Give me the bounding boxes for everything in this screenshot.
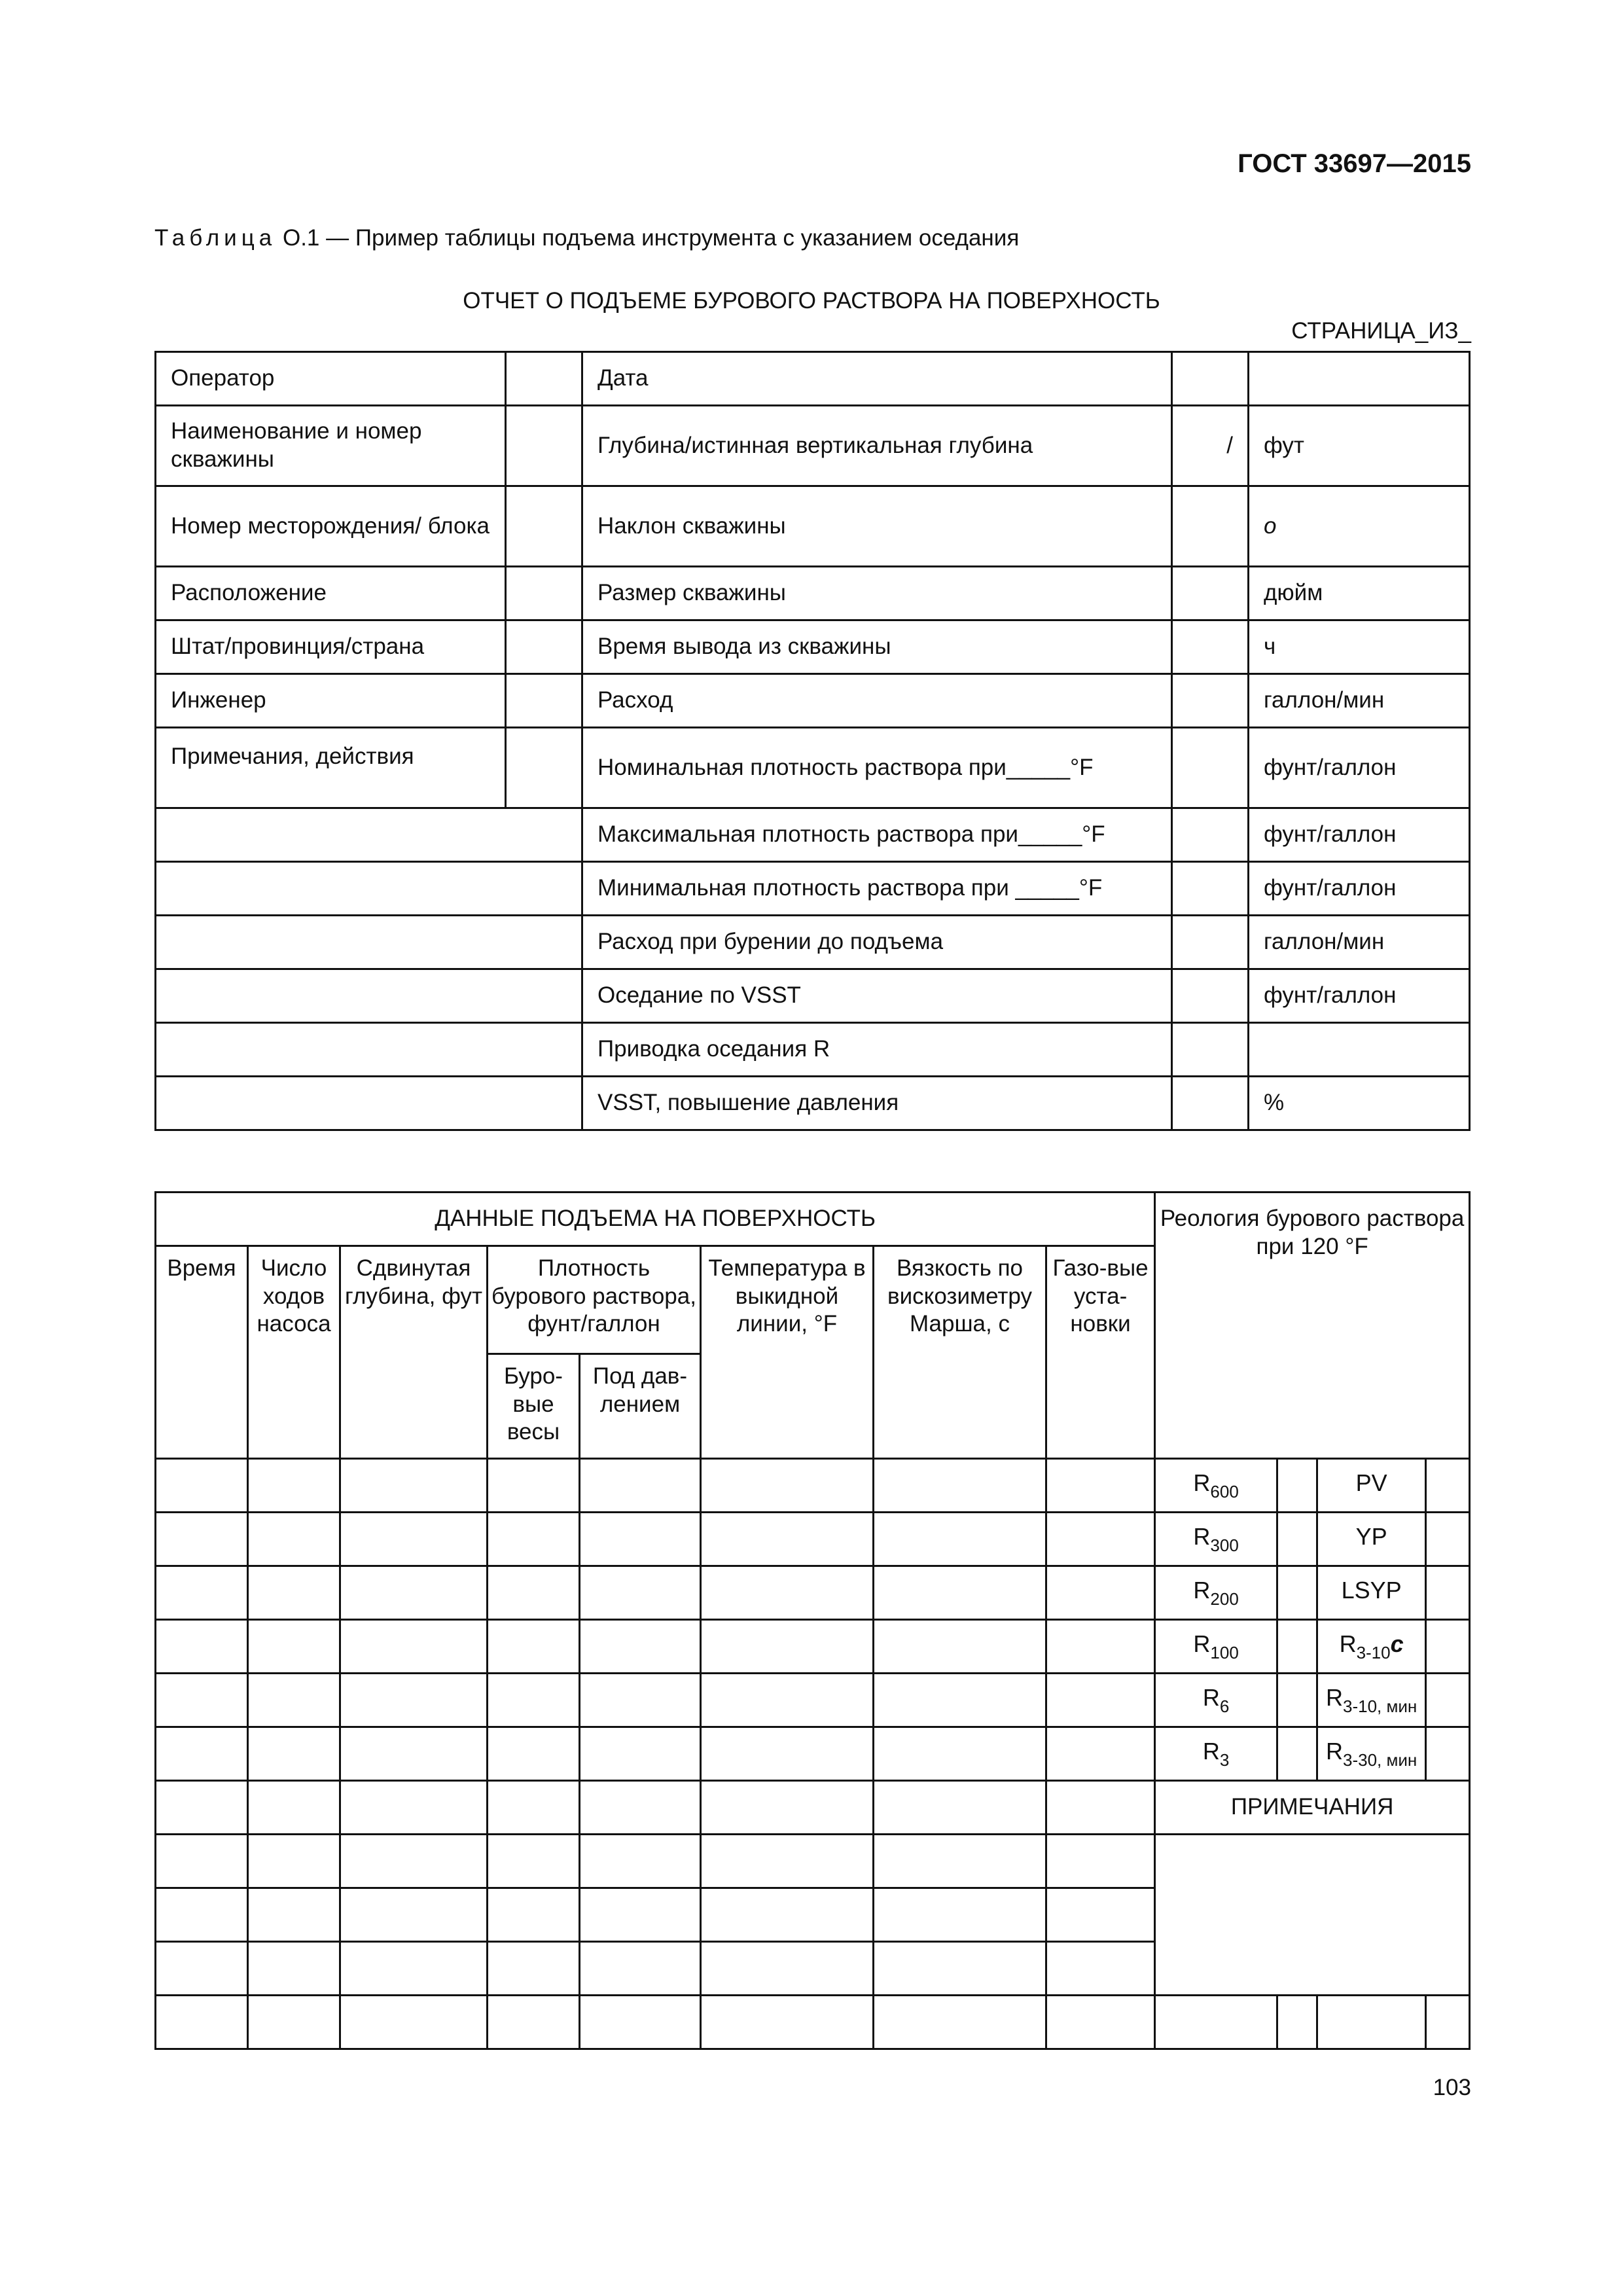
data-cell[interactable]: [248, 1674, 340, 1727]
symbol-subscript: 3-10, мин: [1342, 1696, 1418, 1716]
info-value-cell[interactable]: [506, 406, 582, 486]
param-unit: ч: [1249, 620, 1470, 674]
rheology-value-cell[interactable]: [1277, 1513, 1317, 1566]
data-cell[interactable]: [1046, 1620, 1155, 1674]
data-cell[interactable]: [248, 1888, 340, 1942]
data-cell[interactable]: [488, 1781, 580, 1835]
rheology-reading-label: [1155, 1566, 1277, 1620]
data-row: [156, 1674, 1470, 1727]
data-cell[interactable]: [580, 1566, 701, 1620]
notes-cell[interactable]: [156, 969, 582, 1023]
col-marsh-viscosity: Вязкость по вискозиметру Марша, с: [874, 1246, 1046, 1459]
symbol-subscript: 600: [1210, 1481, 1239, 1501]
data-cell[interactable]: [874, 1888, 1046, 1942]
param-label: Дата: [582, 352, 1172, 406]
data-cell[interactable]: [488, 1566, 580, 1620]
param-value-cell[interactable]: [1172, 1077, 1249, 1130]
symbol-subscript: 6: [1219, 1696, 1230, 1716]
data-cell[interactable]: [1046, 1996, 1155, 2049]
data-cell[interactable]: [874, 1566, 1046, 1620]
data-cell[interactable]: [248, 1996, 340, 2049]
info-row: [156, 1077, 1470, 1130]
data-cell[interactable]: [701, 1781, 874, 1835]
rheology-reading-label: [1155, 1459, 1277, 1513]
data-cell[interactable]: [701, 1727, 874, 1781]
info-label: Расположение: [156, 567, 506, 620]
data-cell[interactable]: [874, 1674, 1046, 1727]
data-cell[interactable]: [701, 1566, 874, 1620]
data-cell[interactable]: [874, 1781, 1046, 1835]
data-cell[interactable]: [340, 1566, 488, 1620]
param-label: Время вывода из скважины: [582, 620, 1172, 674]
data-cell[interactable]: [340, 1620, 488, 1674]
data-cell[interactable]: [488, 1888, 580, 1942]
data-cell[interactable]: [340, 1674, 488, 1727]
data-cell[interactable]: [874, 1942, 1046, 1996]
data-cell[interactable]: [874, 1835, 1046, 1888]
rheology-value-cell[interactable]: [1426, 1459, 1470, 1513]
data-cell[interactable]: [248, 1942, 340, 1996]
param-label: Наклон скважины: [582, 486, 1172, 567]
data-cell[interactable]: [580, 1835, 701, 1888]
param-value-cell[interactable]: [1172, 486, 1249, 567]
param-unit: фунт/галлон: [1249, 862, 1470, 916]
data-cell[interactable]: [701, 1996, 874, 2049]
info-value-cell[interactable]: [506, 567, 582, 620]
param-unit: фунт/галлон: [1249, 728, 1470, 808]
data-row: [156, 1620, 1470, 1674]
data-cell[interactable]: [248, 1513, 340, 1566]
data-cell[interactable]: [1046, 1781, 1155, 1835]
data-cell[interactable]: [701, 1942, 874, 1996]
data-cell[interactable]: [340, 1996, 488, 2049]
data-cell[interactable]: [1046, 1888, 1155, 1942]
data-cell[interactable]: [340, 1781, 488, 1835]
symbol-subscript: 3-30, мин: [1342, 1749, 1418, 1770]
data-row: [156, 1996, 1470, 2049]
param-unit: фут: [1249, 406, 1470, 486]
param-label: Приводка оседания R: [582, 1023, 1172, 1077]
rheology-value-cell[interactable]: [1426, 1727, 1470, 1781]
info-label: Номер месторождения/ блока: [156, 486, 506, 567]
data-cell[interactable]: [340, 1835, 488, 1888]
data-cell[interactable]: [1046, 1727, 1155, 1781]
info-label: Оператор: [156, 352, 506, 406]
param-value-cell[interactable]: [1172, 1023, 1249, 1077]
rheology-value-cell[interactable]: [1277, 1566, 1317, 1620]
param-value-cell[interactable]: /: [1172, 406, 1249, 486]
rheology-value-cell[interactable]: [1277, 1459, 1317, 1513]
notes-area[interactable]: [1155, 1835, 1470, 1996]
data-row: [156, 1781, 1470, 1835]
rheology-reading-label: [1155, 1674, 1277, 1727]
param-unit: галлон/мин: [1249, 674, 1470, 728]
data-cell[interactable]: [701, 1513, 874, 1566]
rheology-value-cell[interactable]: [1426, 1674, 1470, 1727]
data-cell[interactable]: [488, 1513, 580, 1566]
rheology-value-cell[interactable]: [1426, 1513, 1470, 1566]
param-unit: фунт/галлон: [1249, 969, 1470, 1023]
data-cell[interactable]: [156, 1674, 248, 1727]
data-cell[interactable]: [1046, 1942, 1155, 1996]
data-cell[interactable]: [156, 1459, 248, 1513]
data-cell[interactable]: [156, 1566, 248, 1620]
data-cell[interactable]: [1046, 1459, 1155, 1513]
data-cell[interactable]: [156, 1513, 248, 1566]
data-cell[interactable]: [488, 1674, 580, 1727]
param-label: Номинальная плотность раствора при_____°F: [582, 728, 1172, 808]
data-cell[interactable]: [874, 1513, 1046, 1566]
info-row: [156, 916, 1470, 969]
data-cell[interactable]: [874, 1459, 1046, 1513]
info-value-cell[interactable]: [506, 352, 582, 406]
data-cell[interactable]: [488, 1835, 580, 1888]
data-cell[interactable]: [701, 1835, 874, 1888]
data-row: [156, 1727, 1470, 1781]
info-value-cell[interactable]: [506, 674, 582, 728]
caption-label: Таблица: [154, 225, 277, 251]
data-cell[interactable]: [701, 1620, 874, 1674]
param-label: Расход: [582, 674, 1172, 728]
param-value-cell[interactable]: [1172, 674, 1249, 728]
data-row: [156, 1459, 1470, 1513]
data-cell[interactable]: [1046, 1835, 1155, 1888]
param-value-cell[interactable]: [1172, 862, 1249, 916]
rheology-value-cell[interactable]: [1277, 1620, 1317, 1674]
notes-cell[interactable]: [156, 1077, 582, 1130]
param-unit: дюйм: [1249, 567, 1470, 620]
symbol-base: R: [1339, 1630, 1357, 1657]
data-cell[interactable]: [156, 1942, 248, 1996]
data-cell[interactable]: [1046, 1513, 1155, 1566]
rheology-property-label: [1317, 1620, 1426, 1674]
footer-cell[interactable]: [1426, 1996, 1470, 2049]
data-cell[interactable]: [156, 1888, 248, 1942]
data-row: [156, 1513, 1470, 1566]
col-gas-units: Газо-вые уста-новки: [1046, 1246, 1155, 1459]
info-row: [156, 808, 1470, 862]
symbol-subscript: 100: [1210, 1642, 1239, 1662]
param-value-cell[interactable]: [1172, 567, 1249, 620]
symbol-base: PV: [1355, 1469, 1387, 1496]
data-cell[interactable]: [580, 1996, 701, 2049]
notes-cell[interactable]: [156, 808, 582, 862]
param-unit: фунт/галлон: [1249, 808, 1470, 862]
param-label: Глубина/истинная вертикальная глубина: [582, 406, 1172, 486]
data-cell[interactable]: [156, 1727, 248, 1781]
data-cell[interactable]: [340, 1459, 488, 1513]
param-label: VSST, повышение давления: [582, 1077, 1172, 1130]
symbol-subscript: 3-10: [1356, 1642, 1391, 1662]
data-cell[interactable]: [580, 1781, 701, 1835]
data-cell[interactable]: [156, 1620, 248, 1674]
rheology-property-label: [1317, 1727, 1426, 1781]
report-title: ОТЧЕТ О ПОДЪЕМЕ БУРОВОГО РАСТВОРА НА ПОВЕРХНОСТЬ: [463, 288, 1160, 314]
data-cell[interactable]: [340, 1888, 488, 1942]
data-cell[interactable]: [156, 1996, 248, 2049]
data-cell[interactable]: [248, 1566, 340, 1620]
param-value-cell[interactable]: [1172, 728, 1249, 808]
footer-cell[interactable]: [1277, 1996, 1317, 2049]
data-cell[interactable]: [248, 1835, 340, 1888]
param-value-cell[interactable]: [1172, 969, 1249, 1023]
data-row: [156, 1566, 1470, 1620]
data-row: [156, 1835, 1470, 1888]
param-unit: [1249, 352, 1470, 406]
col-pump-strokes: Число ходов насоса: [248, 1246, 340, 1459]
well-info-table: [154, 351, 1471, 1131]
rheology-property-label: [1317, 1566, 1426, 1620]
symbol-base: YP: [1355, 1522, 1387, 1550]
data-cell[interactable]: [156, 1781, 248, 1835]
param-value-cell[interactable]: [1172, 808, 1249, 862]
param-unit: [1249, 1023, 1470, 1077]
info-row: [156, 1023, 1470, 1077]
data-cell[interactable]: [1046, 1566, 1155, 1620]
symbol-base: R: [1193, 1469, 1211, 1496]
param-label: Минимальная плотность раствора при _____°F: [582, 862, 1172, 916]
rheology-value-cell[interactable]: [1426, 1566, 1470, 1620]
rheology-reading-label: [1155, 1727, 1277, 1781]
info-value-cell[interactable]: [506, 620, 582, 674]
notes-heading: ПРИМЕЧАНИЯ: [1155, 1781, 1470, 1835]
footer-cell[interactable]: [1155, 1996, 1277, 2049]
data-cell[interactable]: [580, 1674, 701, 1727]
info-row: [156, 674, 1470, 728]
data-cell[interactable]: [248, 1620, 340, 1674]
param-label: Оседание по VSST: [582, 969, 1172, 1023]
data-cell[interactable]: [488, 1620, 580, 1674]
symbol-suffix: с: [1390, 1630, 1404, 1657]
param-unit: о: [1249, 486, 1470, 567]
col-time: Время: [156, 1246, 248, 1459]
rheology-reading-label: [1155, 1513, 1277, 1566]
info-label: Примечания, действия: [156, 728, 506, 808]
data-cell[interactable]: [874, 1996, 1046, 2049]
param-value-cell[interactable]: [1172, 916, 1249, 969]
info-row: [156, 352, 1470, 406]
data-cell[interactable]: [340, 1513, 488, 1566]
data-cell[interactable]: [580, 1620, 701, 1674]
notes-cell[interactable]: [156, 1023, 582, 1077]
data-cell[interactable]: [248, 1727, 340, 1781]
data-cell[interactable]: [580, 1942, 701, 1996]
info-value-cell[interactable]: [506, 486, 582, 567]
info-row: [156, 620, 1470, 674]
data-cell[interactable]: [248, 1459, 340, 1513]
data-cell[interactable]: [156, 1835, 248, 1888]
symbol-subscript: 200: [1210, 1588, 1239, 1609]
col-density-pressurized: Под дав-лением: [580, 1354, 701, 1459]
symbol-base: R: [1202, 1737, 1220, 1765]
rheology-value-cell[interactable]: [1277, 1727, 1317, 1781]
symbol-subscript: 3: [1219, 1749, 1230, 1770]
param-label: Максимальная плотность раствора при_____°F: [582, 808, 1172, 862]
footer-cell[interactable]: [1317, 1996, 1426, 2049]
data-cell[interactable]: [580, 1727, 701, 1781]
notes-cell[interactable]: [156, 916, 582, 969]
symbol-base: R: [1325, 1737, 1343, 1765]
param-value-cell[interactable]: [1172, 620, 1249, 674]
data-cell[interactable]: [248, 1781, 340, 1835]
symbol-base: R: [1193, 1576, 1211, 1604]
col-flowline-temperature: Температура в выкидной линии, °F: [701, 1246, 874, 1459]
info-row: [156, 486, 1470, 567]
col-depth: Сдвинутая глубина, фут: [340, 1246, 488, 1459]
data-cell[interactable]: [340, 1727, 488, 1781]
symbol-base: R: [1193, 1630, 1211, 1657]
data-cell[interactable]: [874, 1727, 1046, 1781]
data-cell[interactable]: [701, 1459, 874, 1513]
page-reference: СТРАНИЦА_ИЗ_: [1291, 318, 1471, 344]
rheology-property-label: [1317, 1459, 1426, 1513]
data-cell[interactable]: [701, 1674, 874, 1727]
col-mud-density: Плотность бурового раствора, фунт/галлон: [488, 1246, 701, 1354]
param-label: Расход при бурении до подъема: [582, 916, 1172, 969]
page-number: 103: [1433, 2075, 1471, 2100]
data-cell[interactable]: [701, 1888, 874, 1942]
symbol-base: LSYP: [1341, 1576, 1402, 1604]
param-label: Размер скважины: [582, 567, 1172, 620]
data-cell[interactable]: [488, 1942, 580, 1996]
info-label: Штат/провинция/страна: [156, 620, 506, 674]
info-label: Инженер: [156, 674, 506, 728]
info-value-cell[interactable]: [506, 728, 582, 808]
surface-table-title: ДАННЫЕ ПОДЪЕМА НА ПОВЕРХНОСТЬ: [156, 1193, 1155, 1246]
info-row: [156, 406, 1470, 486]
rheology-value-cell[interactable]: [1426, 1620, 1470, 1674]
data-cell[interactable]: [340, 1942, 488, 1996]
data-cell[interactable]: [580, 1888, 701, 1942]
data-cell[interactable]: [1046, 1674, 1155, 1727]
rheology-value-cell[interactable]: [1277, 1674, 1317, 1727]
surface-header-row: [156, 1193, 1470, 1246]
table-caption: [154, 225, 1019, 251]
info-row: [156, 567, 1470, 620]
surface-data-table: [154, 1191, 1471, 2050]
data-cell[interactable]: [488, 1459, 580, 1513]
rheology-property-label: [1317, 1513, 1426, 1566]
data-cell[interactable]: [488, 1996, 580, 2049]
data-cell[interactable]: [488, 1727, 580, 1781]
info-row: [156, 728, 1470, 808]
rheology-reading-label: [1155, 1620, 1277, 1674]
info-row: [156, 969, 1470, 1023]
caption-text: О.1 — Пример таблицы подъема инструмента с указанием оседания: [282, 225, 1020, 251]
param-unit: %: [1249, 1077, 1470, 1130]
notes-cell[interactable]: [156, 862, 582, 916]
standard-code: ГОСТ 33697—2015: [1238, 149, 1471, 178]
info-label: Наименование и номер скважины: [156, 406, 506, 486]
data-cell[interactable]: [580, 1513, 701, 1566]
rheology-title: Реология бурового раствора при 120 °F: [1155, 1193, 1470, 1459]
param-unit: галлон/мин: [1249, 916, 1470, 969]
info-row: [156, 862, 1470, 916]
data-cell[interactable]: [580, 1459, 701, 1513]
data-cell[interactable]: [874, 1620, 1046, 1674]
symbol-base: R: [1193, 1522, 1211, 1550]
col-density-mud-balance: Буро-вые весы: [488, 1354, 580, 1459]
rheology-property-label: [1317, 1674, 1426, 1727]
symbol-base: R: [1325, 1683, 1343, 1711]
param-value-cell[interactable]: [1172, 352, 1249, 406]
symbol-base: R: [1202, 1683, 1220, 1711]
symbol-subscript: 300: [1210, 1535, 1239, 1555]
